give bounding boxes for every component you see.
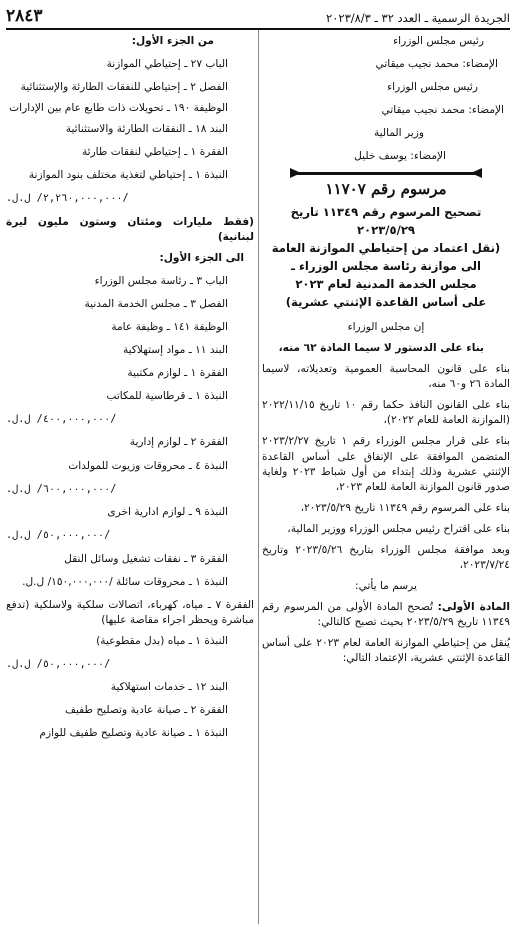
budget-line: الفقرة ٣ ـ نفقات تشغيل وسائل النقل — [64, 552, 228, 565]
from-heading: من الجزء الأول: — [131, 35, 214, 47]
amount-value: /٥٠,٠٠٠,٠٠٠/ ل.ل. — [6, 658, 111, 670]
signature-role: رئيس مجلس الوزراء — [387, 81, 478, 94]
budget-line: النبذة ٩ ـ لوازم ادارية اخرى — [107, 506, 228, 519]
preamble-paragraph: بناء على الدستور لا سيما المادة ٦٢ منه، — [278, 342, 484, 355]
decree-intro: إن مجلس الوزراء — [347, 321, 425, 334]
preamble-paragraph: بناء على اقتراح رئيس مجلس الوزراء ووزير المالية، — [287, 522, 510, 535]
budget-line: الفقرة ٢ ـ لوازم إدارية — [129, 436, 228, 449]
budget-line: الباب ٣ ـ رئاسة مجلس الوزراء — [94, 274, 228, 287]
to-heading: الى الجزء الأول: — [159, 251, 244, 264]
budget-line: البند ١٢ ـ خدمات استهلاكية — [110, 681, 228, 694]
decree-title-line: تصحيح المرسوم رقم ١١٣٤٩ تاريخ ٢٠٢٣/٥/٢٩ — [290, 205, 482, 238]
budget-line: الفقرة ١ ـ إحتياطي لنفقات طارئة — [81, 146, 228, 159]
signature-role: رئيس مجلس الوزراء — [393, 35, 484, 47]
decree-title-line: مجلس الخدمة المدنية لعام ٢٠٢٣ — [295, 277, 477, 292]
column-divider — [258, 30, 259, 924]
signature-name: الإمضاء: يوسف خليل — [354, 150, 446, 163]
decree-number: مرسوم رقم ١١٧٠٧ — [325, 180, 447, 199]
budget-line: النبذة ١ ـ إحتياطي لتغذية مختلف بنود الموازنة — [28, 169, 228, 182]
amount-in-words: (فقط مليارات ومئتان وستون مليون ليرة لبنانية) — [6, 215, 254, 243]
page-header — [6, 6, 510, 30]
budget-line: الفصل ٢ ـ إحتياطي للنفقات الطارئة والإستثنائية — [20, 81, 228, 94]
preamble-paragraph: بناء على القانون النافذ حكما رقم ١٠ تاريخ ٢٠٢٢/١١/١٥ (الموازنة العامة للعام ٢٠٢٢)، — [262, 399, 510, 427]
budget-line: البند ١١ ـ مواد إستهلاكية — [122, 343, 228, 356]
budget-line: الوظيفة ١٩٠ ـ تحويلات ذات طابع عام بين الإدارات — [9, 102, 228, 115]
amount-value: /٦٠٠,٠٠٠,٠٠٠/ ل.ل. — [6, 483, 117, 495]
budget-line: البند ١٨ ـ النفقات الطارئة والاستثنائية — [65, 123, 228, 136]
article-label: المادة الأولى: — [437, 600, 510, 613]
decree-title — [262, 204, 510, 312]
decree-title-line: على أساس القاعدة الإثنتي عشرية) — [285, 295, 487, 310]
decree-title-line: الى موازنة رئاسة مجلس الوزراء ـ — [291, 259, 481, 274]
budget-line: الوظيفة ١٤١ ـ وظيفة عامة — [111, 320, 228, 333]
left-column — [6, 34, 254, 749]
signatures-block — [262, 34, 510, 164]
budget-line: النبذة ١ ـ محروقات سائلة /١٥٠,٠٠٠,٠٠٠/ ل.ل. — [22, 575, 228, 588]
signature-role: وزير المالية — [373, 127, 424, 140]
from-amount: /٢,٢٦٠,٠٠٠,٠٠٠/ ل.ل. — [6, 193, 129, 205]
preamble-paragraph: بناء على المرسوم رقم ١١٣٤٩ تاريخ ٢٠٢٣/٥/٢٩، — [300, 501, 510, 514]
preamble-paragraph: وبعد موافقة مجلس الوزراء بتاريخ ٢٠٢٣/٥/٢٦ وتاريخ ٢٠٢٣/٧/٢٤، — [262, 543, 510, 571]
transfer-paragraph: يُنقل من إحتياطي الموازنة العامة لعام ٢٠٢٣ على أساس القاعدة الإثنتي عشرية، الإعتماد التالي: — [262, 636, 510, 664]
budget-line: النبذة ١ ـ مياه (بدل مقطوعية) — [96, 634, 228, 647]
article-one — [262, 600, 510, 630]
budget-line: الباب ٢٧ ـ إحتياطي الموازنة — [106, 58, 228, 71]
preamble-paragraph: بناء على قانون المحاسبة العمومية وتعديلاته، لاسيما المادة ٢٦ و٦٠ منه، — [262, 363, 510, 391]
page-number: ٢٨٤٣ — [6, 5, 43, 26]
budget-line: النبذة ١ ـ قرطاسية للمكاتب — [106, 389, 228, 402]
gazette-title: الجريدة الرسمية ـ العدد ٣٢ ـ ٢٠٢٣/٨/٣ — [326, 10, 510, 25]
budget-line: الفصل ٣ ـ مجلس الخدمة المدنية — [84, 297, 228, 310]
amount-value: /٥٠,٠٠٠,٠٠٠/ ل.ل. — [6, 530, 111, 542]
double-arrow-icon — [291, 172, 481, 175]
budget-line: النبذة ٤ ـ محروقات وزيوت للمولدات — [68, 459, 228, 472]
decree-title-line: (نقل اعتماد من إحتياطي الموازنة العامة — [271, 241, 501, 256]
decrees-statement: يرسم ما يأتي: — [355, 579, 417, 592]
signature-name: الإمضاء: محمد نجيب ميقاتي — [381, 104, 504, 117]
article-text: تُصحح المادة الأولى من المرسوم رقم ١١٣٤٩ تاريخ ٢٠٢٣/٥/٢٩ بحيث تصبح كالتالي: — [262, 600, 510, 628]
budget-line: النبذة ١ ـ صيانة عادية وتصليح طفيف للوازم — [39, 727, 228, 740]
signature-name: الإمضاء: محمد نجيب ميقاتي — [375, 58, 498, 71]
budget-line: الفقرة ٢ ـ صيانة عادية وتصليح طفيف — [65, 704, 228, 717]
right-column — [262, 34, 510, 672]
section-separator — [262, 172, 510, 175]
amount-value: /٤٠٠,٠٠٠,٠٠٠/ ل.ل. — [6, 413, 117, 425]
budget-line: الفقرة ٧ ـ مياه، كهرباء، اتصالات سلكية ولاسلكية (تدفع مباشرة ويحظر اجراء مقاصة عليها) — [6, 598, 254, 626]
budget-line: الفقرة ١ ـ لوازم مكتبية — [127, 366, 228, 379]
preamble-paragraph: بناء على قرار مجلس الوزراء رقم ١ تاريخ ٢٠٢٣/٢/٢٧ المتضمن الموافقة على الإنفاق على أساس القاعدة الإثنتي عشرية وذلك إبتداء من أول شباط ٢٠٢٣ ولغاية صدور قانون الموازنة العامة للعام ٢٠٢٣، — [262, 435, 510, 493]
